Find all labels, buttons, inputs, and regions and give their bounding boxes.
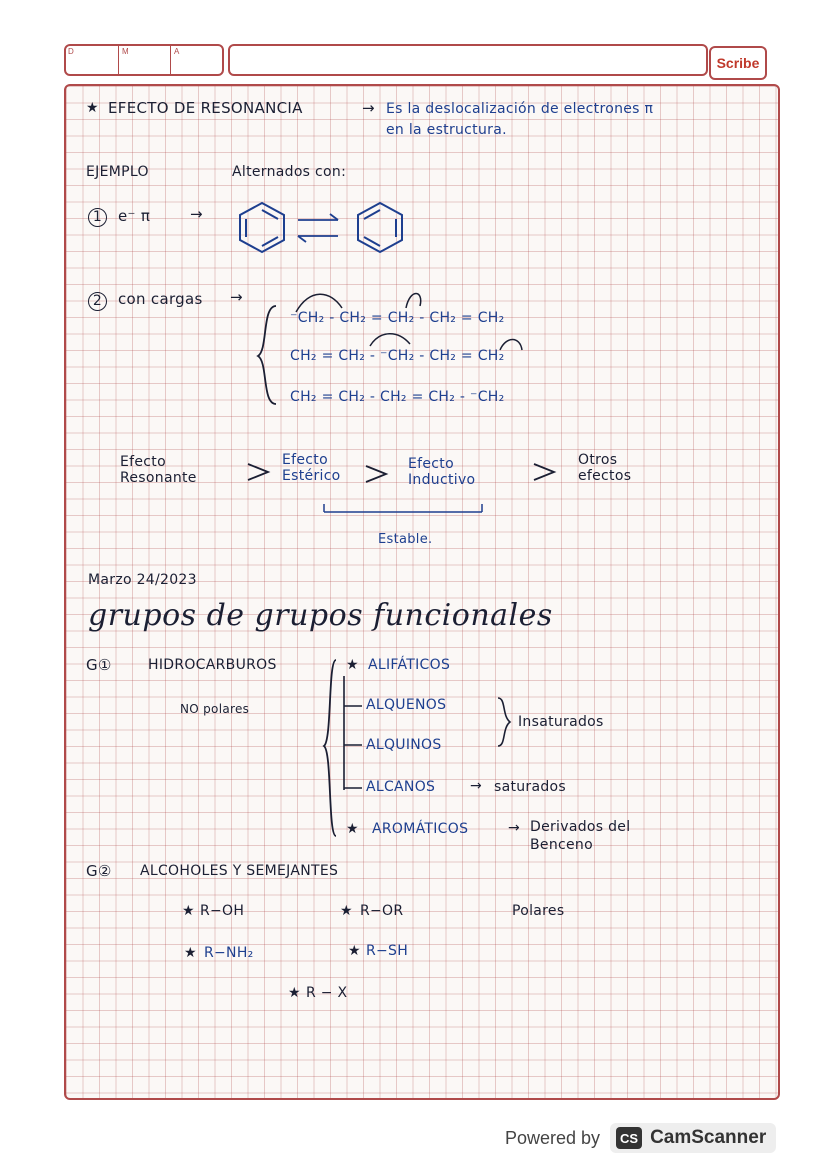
formula-r-or: R−OR bbox=[360, 903, 404, 919]
case-2-text: con cargas bbox=[118, 290, 203, 308]
structure-row-1: ⁻CH₂ - CH₂ = CH₂ - CH₂ = CH₂ bbox=[290, 310, 505, 326]
definition-line-1: Es la deslocalización de electrones π bbox=[386, 101, 654, 117]
star-bullet-icon: ★ bbox=[348, 943, 361, 959]
alkanes-label: ALCANOS bbox=[366, 779, 436, 795]
camscanner-brand: CamScanner bbox=[650, 1127, 767, 1148]
stable-label: Estable. bbox=[378, 532, 433, 547]
arrow-icon: → bbox=[470, 778, 483, 794]
camscanner-icon: CS bbox=[616, 1127, 642, 1149]
star-bullet-icon: ★ bbox=[288, 985, 301, 1001]
star-bullet-icon: ★ bbox=[346, 657, 359, 673]
scribe-brand-tab: Scribe bbox=[709, 46, 767, 80]
case-2-number: 2 bbox=[88, 292, 107, 311]
effect-inductivo: Efecto Inductivo bbox=[408, 456, 476, 488]
formula-r-sh: R−SH bbox=[366, 943, 409, 959]
star-bullet-icon: ★ bbox=[184, 945, 197, 961]
camscanner-watermark bbox=[505, 1121, 776, 1155]
star-bullet-icon: ★ bbox=[182, 903, 195, 919]
group-1-side-note: NO polares bbox=[180, 702, 250, 716]
powered-by-text: Powered by bbox=[505, 1127, 601, 1148]
case-1-text: e⁻ π bbox=[118, 207, 151, 225]
star-bullet-icon: ★ bbox=[86, 100, 99, 116]
formula-r-oh: R−OH bbox=[200, 903, 245, 919]
day-label: D bbox=[68, 47, 74, 56]
saturated-label: saturados bbox=[494, 779, 567, 795]
note-date: Marzo 24/2023 bbox=[88, 572, 197, 588]
group-1-label: G① bbox=[86, 656, 112, 674]
structure-row-3: CH₂ = CH₂ - CH₂ = CH₂ - ⁻CH₂ bbox=[290, 389, 505, 405]
star-bullet-icon: ★ bbox=[346, 821, 359, 837]
effect-otros: Otros efectos bbox=[578, 452, 632, 484]
aromatic-note: Derivados del Benceno bbox=[530, 819, 631, 853]
grid-notebook-page bbox=[64, 84, 780, 1100]
group-2-label: G② bbox=[86, 862, 112, 880]
alkenes-label: ALQUENOS bbox=[366, 697, 447, 713]
star-bullet-icon: ★ bbox=[340, 903, 353, 919]
arrow-icon: → bbox=[230, 288, 243, 306]
effect-esterico: Efecto Estérico bbox=[282, 452, 341, 484]
formula-r-nh2: R−NH₂ bbox=[204, 945, 254, 961]
date-fields-box bbox=[64, 44, 224, 76]
formula-r-x: R − X bbox=[306, 985, 348, 1001]
section-title: grupos de grupos funcionales bbox=[88, 598, 553, 633]
aromatic-label: AROMÁTICOS bbox=[372, 821, 469, 837]
year-label: A bbox=[174, 47, 180, 56]
alkynes-label: ALQUINOS bbox=[366, 737, 442, 753]
resonance-title: EFECTO DE RESONANCIA bbox=[108, 99, 303, 117]
example-label: EJEMPLO bbox=[86, 164, 149, 180]
group-1-title: HIDROCARBUROS bbox=[148, 657, 277, 673]
effect-resonante: Efecto Resonante bbox=[120, 454, 197, 486]
group-2-title: ALCOHOLES Y SEMEJANTES bbox=[140, 863, 339, 879]
definition-line-2: en la estructura. bbox=[386, 122, 507, 138]
unsaturated-label: Insaturados bbox=[518, 714, 604, 730]
aliphatic-label: ALIFÁTICOS bbox=[368, 657, 451, 673]
camscanner-logo bbox=[610, 1123, 776, 1153]
title-box bbox=[228, 44, 708, 76]
arrow-icon: → bbox=[508, 820, 521, 836]
arrow-icon: → bbox=[362, 99, 375, 117]
example-text: Alternados con: bbox=[232, 164, 347, 180]
month-label: M bbox=[122, 47, 129, 56]
polar-label: Polares bbox=[512, 903, 565, 919]
arrow-icon: → bbox=[190, 205, 203, 223]
case-1-number: 1 bbox=[88, 208, 107, 227]
structure-row-2: CH₂ = CH₂ - ⁻CH₂ - CH₂ = CH₂ bbox=[290, 348, 505, 364]
